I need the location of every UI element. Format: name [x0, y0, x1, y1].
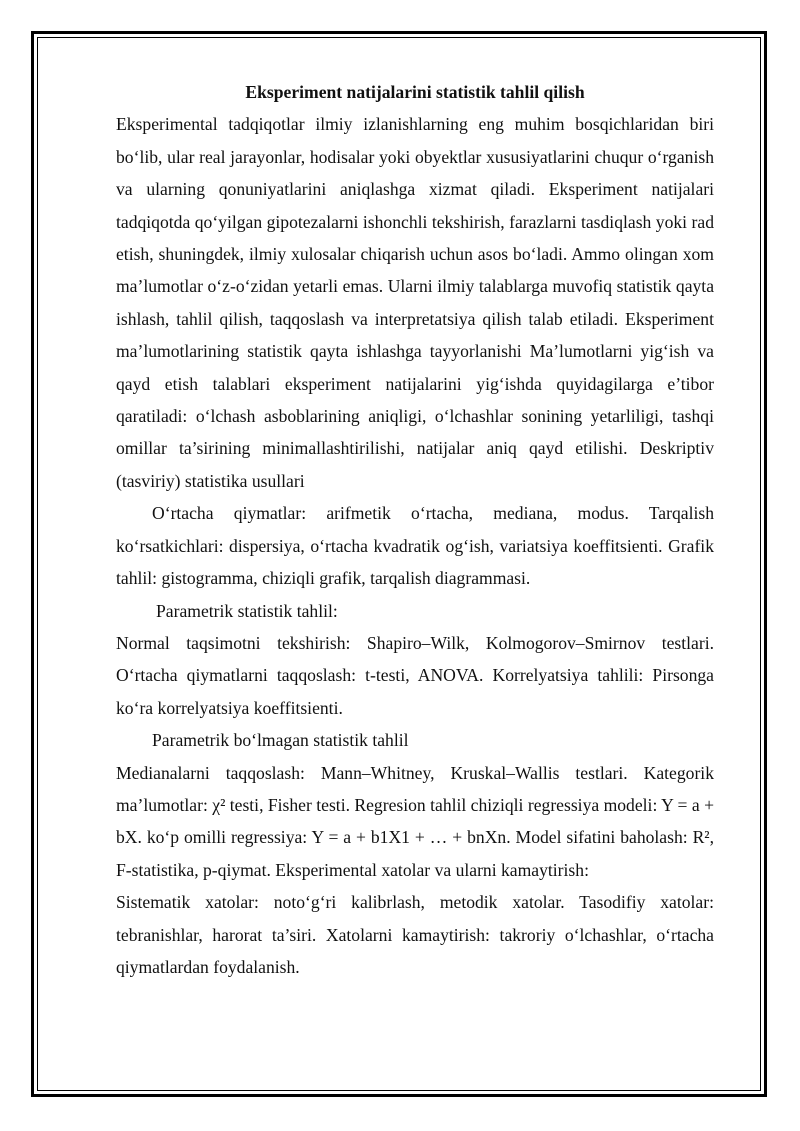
document-body: [116, 76, 714, 983]
paragraph-errors: Sistematik xatolar: noto‘g‘ri kalibrlash, metodik xatolar. Tasodifiy xatolar: tebranishlar, harorat ta’siri. Xatolarni kamaytirish: takroriy o‘lchashlar, o‘rtacha qiymatlardan foydalanish.: [116, 892, 714, 977]
paragraph-introduction: Eksperimental tadqiqotlar ilmiy izlanishlarning eng muhim bosqichlaridan biri bo‘lib, ular real jarayonlar, hodisalar yoki obyektlar xususiyatlarini chuqur o‘rganish va ularning qonuniyatlarini aniqlashga xizmat qiladi. Eksperiment natijalari tadqiqotda qo‘yilgan gipotezalarni ishonchli tekshirish, farazlarni tasdiqlash yoki rad etish, shuningdek, ilmiy xulosalar chiqarish uchun asos bo‘ladi. Ammo olingan xom ma’lumotlar o‘z-o‘zidan yetarli emas. Ularni ilmiy talablarga muvofiq statistik qayta ishlash, tahlil qilish, taqqoslash va interpretatsiya qilish talab etiladi. Eksperiment ma’lumotlarining statistik qayta ishlashga tayyorlanishi Ma’lumotlarni yig‘ish va qayd etish talablari eksperiment natijalarini yig‘ishda quyidagilarga e’tibor qaratiladi: o‘lchash asboblarining aniqligi, o‘lchashlar sonining yetarliligi, tashqi omillar ta’sirining minimallashtirilishi, natijalar aniq qayd etilishi. Deskriptiv (tasviriy) statistika usullari: [116, 114, 714, 491]
paragraph-descriptive-statistics: O‘rtacha qiymatlar: arifmetik o‘rtacha, mediana, modus. Tarqalish ko‘rsatkichlari: dispersiya, o‘rtacha kvadratik og‘ish, variatsiya koeffitsienti. Grafik tahlil: gistogramma, chiziqli grafik, tarqalish diagrammasi.: [116, 503, 714, 589]
paragraph-parametric-tests: Normal taqsimotni tekshirish: Shapiro–Wilk, Kolmogorov–Smirnov testlari. O‘rtacha qiymatlarni taqqoslash: t-testi, ANOVA. Korrelyatsiya tahlili: Pirsonga ko‘ra korrelyatsiya koeffitsienti.: [116, 632, 714, 718]
heading-nonparametric-analysis: Parametrik bo‘lmagan statistik tahlil: [152, 730, 409, 751]
paragraph-nonparametric-regression: Medianalarni taqqoslash: Mann–Whitney, Kruskal–Wallis testlari. Kategorik ma’lumotlar: χ² testi, Fisher testi. Regresion tahlil chiziqli regressiya modeli: Y = a + bX. ko‘p omilli regressiya: Y = a + b1X1 + … + bnXn. Model sifatini baholash: R², F-statistika, p-qiymat. Eksperimental xatolar va ularni kamaytirish:: [116, 762, 714, 880]
heading-parametric-analysis: Parametrik statistik tahlil:: [156, 600, 338, 621]
document-title: Eksperiment natijalarini statistik tahlil qilish: [245, 82, 585, 102]
